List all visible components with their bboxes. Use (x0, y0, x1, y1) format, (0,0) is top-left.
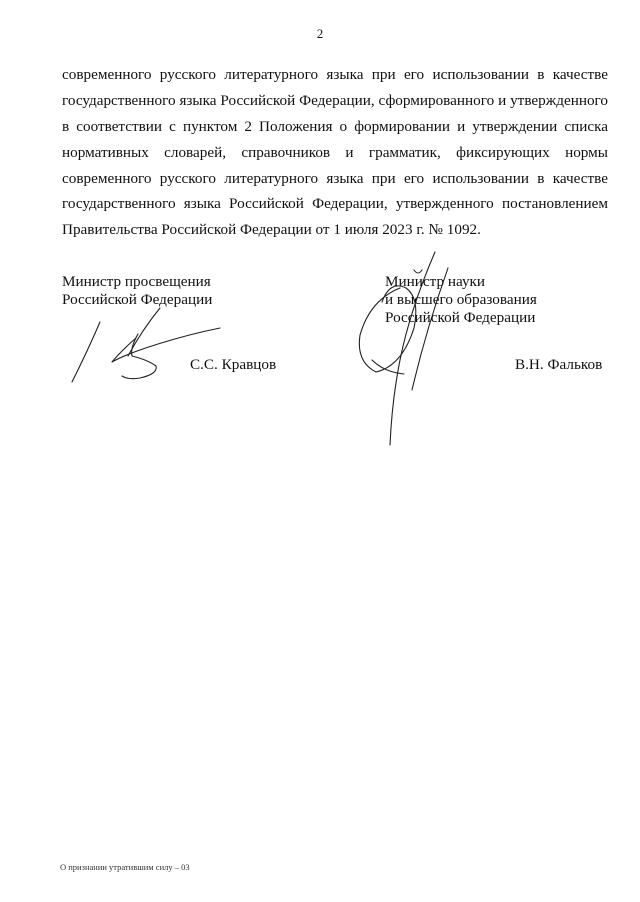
signatory-right-title-line: и высшего образования (385, 291, 537, 308)
paragraph-line: современного русского литературного языка при его использовании в качестве (62, 66, 608, 83)
signatory-left-title-line: Министр просвещения (62, 273, 211, 290)
paragraph-line: нормативных словарей, справочников и грамматик, фиксирующих нормы (62, 143, 608, 161)
paragraph-line: государственного языка Российской Федерации, утвержденного постановлением (62, 195, 608, 213)
signatory-right-title-line: Министр науки (385, 273, 486, 290)
paragraph-line: в соответствии с пунктом 2 Положения о формировании и утверждении списка (62, 117, 608, 135)
signature-left (60, 300, 230, 390)
paragraph-line: Правительства Российской Федерации от 1 июля 2023 г. № 1092. (62, 221, 481, 239)
footer-note: О признании утратившим силу – 03 (60, 862, 190, 872)
signatory-left-name: С.С. Кравцов (190, 356, 277, 373)
paragraph-line: государственного языка Российской Федерации, сформированного и утвержденного (62, 91, 608, 109)
signatory-right-title-line: Российской Федерации (385, 309, 536, 326)
signatory-right-title (385, 273, 537, 327)
signature-right (330, 240, 480, 450)
signatory-right-name: В.Н. Фальков (515, 356, 603, 373)
signatory-left-title (62, 273, 212, 309)
paragraph (62, 62, 608, 243)
signatory-left-title-line: Российской Федерации (62, 291, 213, 308)
paragraph-line: современного русского литературного языка при его использовании в качестве (62, 169, 608, 187)
page-number: 2 (316, 26, 324, 41)
